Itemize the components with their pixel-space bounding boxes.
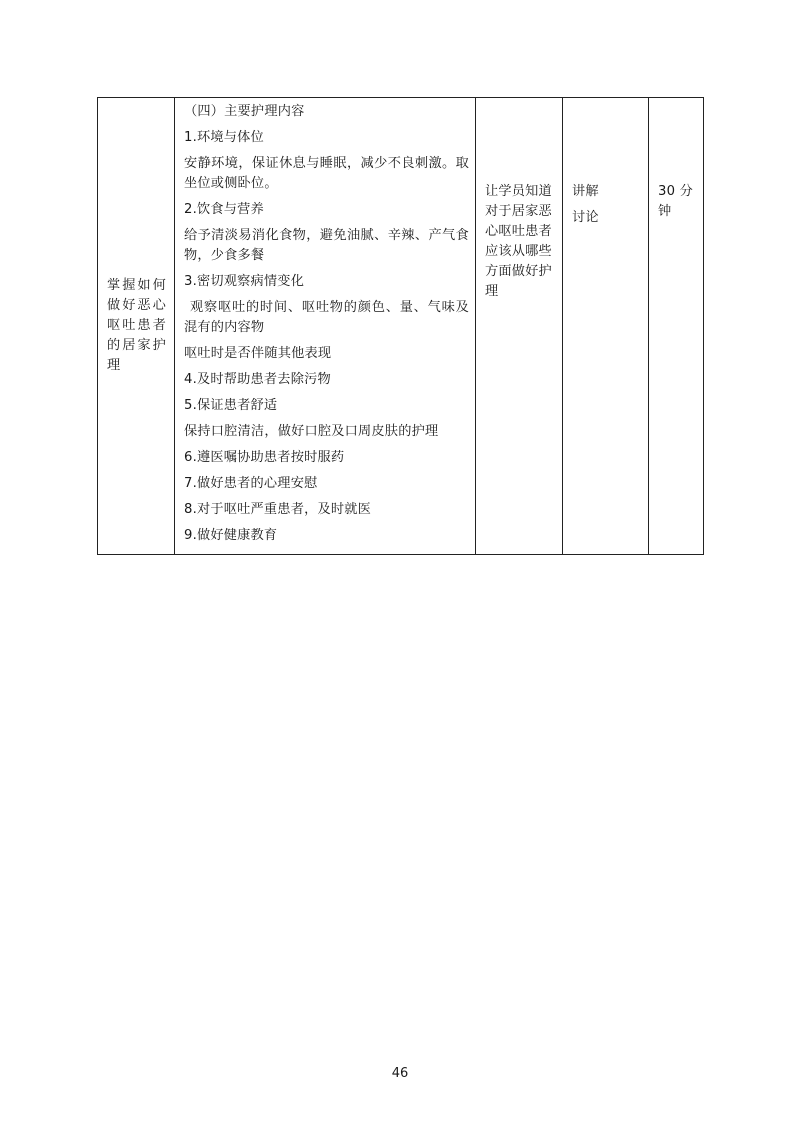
content-item: 观察呕吐的时间、呕吐物的颜色、量、气味及混有的内容物 [184, 300, 469, 335]
content-item: 呕吐时是否伴随其他表现 [184, 346, 332, 361]
content-item: 安静环境，保证休息与睡眠，减少不良刺激。取坐位或侧卧位。 [184, 156, 469, 191]
content-item: 9.做好健康教育 [184, 528, 278, 543]
content-item: 给予清淡易消化食物，避免油腻、辛辣、产气食物，少食多餐 [184, 228, 469, 263]
content-item: 保持口腔清洁，做好口腔及口周皮肤的护理 [184, 424, 439, 439]
content-item: 1.环境与体位 [184, 130, 264, 145]
duration-text: 30 分钟 [658, 184, 693, 219]
content-cell [175, 98, 476, 555]
content-item: 7.做好患者的心理安慰 [184, 476, 318, 491]
objective-text: 掌握如何做好恶心呕吐患者的居家护理 [107, 278, 166, 373]
method-lecture: 讲解 [572, 184, 599, 199]
content-heading: （四）主要护理内容 [184, 104, 305, 119]
lesson-plan-table [97, 97, 704, 555]
purpose-cell [476, 98, 563, 555]
duration-cell [649, 98, 704, 555]
method-discussion: 讨论 [572, 210, 599, 225]
content-item: 2.饮食与营养 [184, 202, 264, 217]
content-item: 4.及时帮助患者去除污物 [184, 372, 331, 387]
content-item: 8.对于呕吐严重患者，及时就医 [184, 502, 372, 517]
objective-cell [98, 98, 175, 555]
table-row [98, 98, 704, 555]
content-item: 6.遵医嘱协助患者按时服药 [184, 450, 345, 465]
content-item: 5.保证患者舒适 [184, 398, 278, 413]
method-cell [563, 98, 649, 555]
page-number: 46 [391, 1066, 409, 1081]
content-item: 3.密切观察病情变化 [184, 274, 305, 289]
purpose-text: 让学员知道对于居家恶心呕吐患者应该从哪些方面做好护理 [485, 184, 552, 299]
